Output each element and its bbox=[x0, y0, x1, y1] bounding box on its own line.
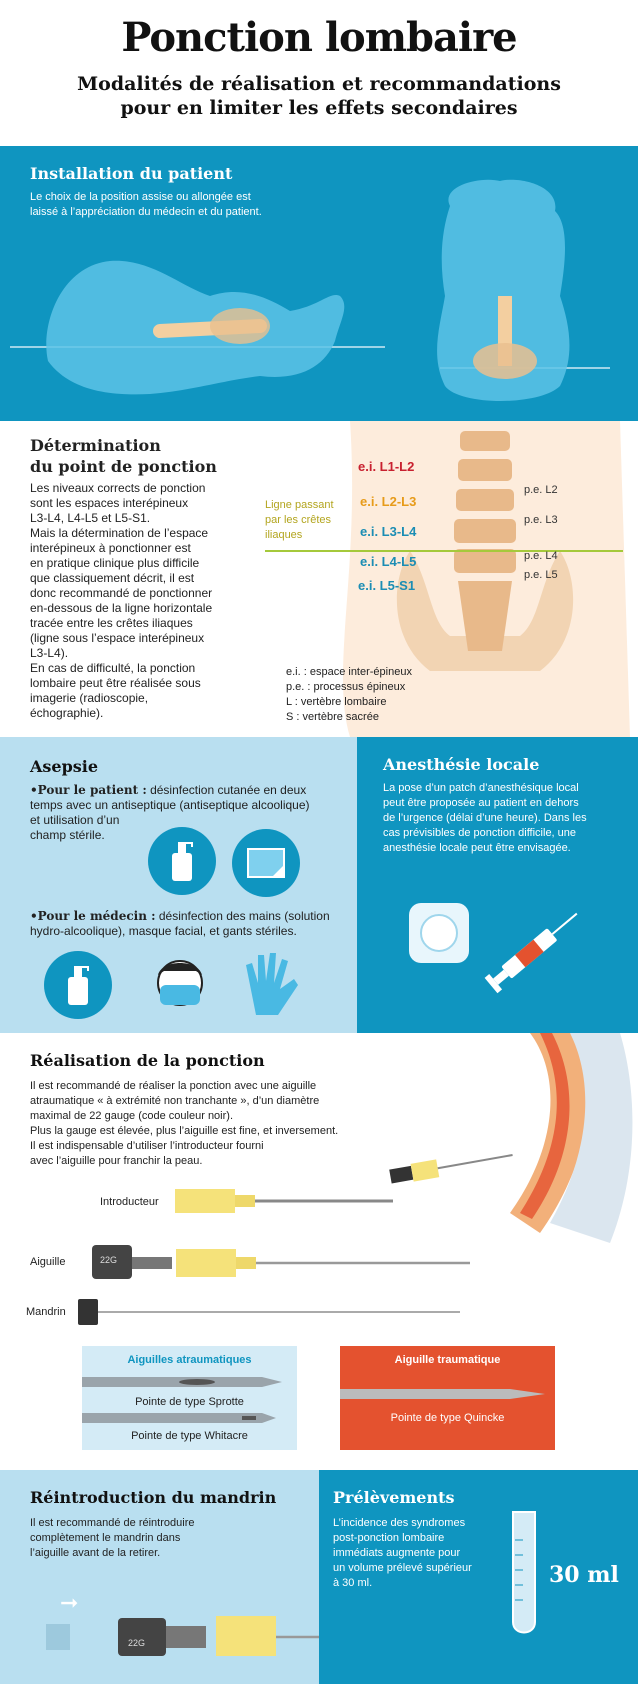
syringe-icon bbox=[477, 887, 597, 1007]
iliac-line-label: Ligne passant par les crêtes iliaques bbox=[265, 499, 334, 541]
prelevements-text: L’incidence des syndromes post-ponction lombaire immédiats augmente pour un volume prélevé supérieur à 30 ml. bbox=[333, 1517, 472, 1589]
anesthetic-patch-icon bbox=[407, 901, 471, 965]
reintroduction-title: Réintroduction du mandrin bbox=[30, 1488, 277, 1507]
whitacre-tip bbox=[82, 1410, 297, 1426]
face-mask-icon bbox=[148, 953, 212, 1017]
determination-text-line: tracée entre les crêtes iliaques bbox=[30, 616, 193, 630]
introducteur-needle bbox=[175, 1181, 395, 1221]
quincke-tip bbox=[340, 1384, 555, 1404]
determination-text-line: en pratique clinique plus difficile bbox=[30, 556, 200, 570]
quincke-label: Pointe de type Quincke bbox=[390, 1412, 505, 1424]
determination-text-line: L3-L4). bbox=[30, 646, 69, 660]
introducteur-label: Introducteur bbox=[100, 1196, 159, 1208]
atraumatic-needles-panel bbox=[82, 1346, 297, 1450]
asepsie-section bbox=[0, 737, 638, 1033]
asepsie-patient-text: •Pour le patient : désinfection cutanée en deux temps avec un antiseptique (antiseptique alcoolique) et utilisation d’un champ stérile. bbox=[30, 783, 310, 842]
determination-text-line: Mais la détermination de l’espace bbox=[30, 526, 209, 540]
pe-l3: p.e. L3 bbox=[524, 514, 558, 526]
determination-text-line: échographie). bbox=[30, 706, 104, 720]
iliac-crest-line bbox=[265, 550, 623, 552]
aiguille-label: Aiguille bbox=[30, 1256, 66, 1268]
prelevements-panel bbox=[319, 1470, 638, 1684]
patient-positions-illustration bbox=[0, 146, 638, 421]
mandrin-label: Mandrin bbox=[26, 1306, 66, 1318]
reintroduction-section bbox=[0, 1470, 638, 1684]
atraumatic-title: Aiguilles atraumatiques bbox=[127, 1354, 252, 1366]
sprotte-label: Pointe de type Sprotte bbox=[135, 1396, 244, 1408]
anesthesie-panel bbox=[357, 737, 638, 1033]
asepsie-medecin-text: •Pour le médecin : désinfection des mains (solution hydro-alcoolique), masque facial, et gants stériles. bbox=[30, 909, 330, 938]
anesthesie-text: La pose d’un patch d’anesthésique local peut être proposée au patient en dehors de l’urgence (délai d’une heure). Dans les cas prévisibles de ponction difficile, une anesthésie locale peut être envisagée. bbox=[383, 782, 587, 854]
antiseptic-bottle-icon bbox=[148, 827, 216, 895]
realisation-title: Réalisation de la ponction bbox=[30, 1051, 265, 1070]
installation-section bbox=[0, 146, 638, 421]
determination-title: Détermination du point de ponction bbox=[30, 436, 217, 476]
whitacre-label: Pointe de type Whitacre bbox=[131, 1430, 248, 1442]
determination-text-line: que classiquement décrit, il est bbox=[30, 571, 195, 585]
reinsertion-gauge: 22G bbox=[128, 1638, 146, 1648]
determination-text-line: donc recommandé de ponctionner bbox=[30, 586, 213, 600]
arrow-right-icon: ➞ bbox=[60, 1590, 79, 1615]
determination-text-line: L3-L4, L4-L5 et L5-S1. bbox=[30, 511, 151, 525]
determination-section bbox=[0, 421, 638, 737]
installation-title: Installation du patient bbox=[30, 164, 233, 183]
mandrin-stylet bbox=[78, 1297, 463, 1327]
traumatic-title: Aiguille traumatique bbox=[394, 1354, 501, 1366]
determination-text-line: Les niveaux corrects de ponction bbox=[30, 481, 206, 495]
volume-label: 30 ml bbox=[549, 1562, 619, 1588]
installation-text: Le choix de la position assise ou allongée est laissé à l’appréciation du médecin et du patient. bbox=[30, 191, 262, 218]
anesthesie-title: Anesthésie locale bbox=[383, 755, 540, 774]
ei-l4-l5: e.i. L4-L5 bbox=[360, 554, 417, 569]
page-title: Ponction lombaire bbox=[121, 14, 517, 61]
reintroduction-text: Il est recommandé de réintroduire complètement le mandrin dans l’aiguille avant de la retirer. bbox=[30, 1517, 195, 1559]
determination-text-line: sont les espaces interépineux bbox=[30, 496, 189, 510]
determination-text bbox=[30, 481, 250, 721]
ei-l2-l3: e.i. L2-L3 bbox=[360, 494, 417, 509]
sprotte-tip bbox=[82, 1372, 297, 1392]
asepsie-title: Asepsie bbox=[30, 757, 99, 776]
reinsertion-illustration bbox=[40, 1610, 320, 1670]
inserted-needle-illustration bbox=[385, 1133, 515, 1193]
determination-text-line: lombaire peut être réalisée sous bbox=[30, 676, 201, 690]
aiguille-needle bbox=[132, 1243, 472, 1283]
pe-l4: p.e. L4 bbox=[524, 550, 558, 562]
traumatic-needle-panel bbox=[340, 1346, 555, 1450]
needle-hub: 22G bbox=[92, 1245, 132, 1279]
test-tube-icon bbox=[509, 1510, 539, 1640]
hand-sanitizer-icon bbox=[44, 951, 112, 1019]
determination-text-line: en-dessous de la ligne horizontale bbox=[30, 601, 213, 615]
determination-text-line: En cas de difficulté, la ponction bbox=[30, 661, 196, 675]
ei-l1-l2: e.i. L1-L2 bbox=[358, 459, 415, 474]
realisation-section bbox=[0, 1033, 638, 1470]
prelevements-title: Prélèvements bbox=[333, 1488, 455, 1507]
sterile-glove-icon bbox=[236, 945, 306, 1025]
pe-l2: p.e. L2 bbox=[524, 484, 558, 496]
determination-text-line: interépineux à ponctionner est bbox=[30, 541, 191, 555]
realisation-text: Il est recommandé de réaliser la ponction avec une aiguille atraumatique « à extrémité non tranchante », d’un diamètre maximal de 22 gauge (code couleur noir). Plus la gauge est élevée, plus l’aiguille est fine, et inversement. Il est indispensable d’utiliser l’introducteur fourni avec l’aiguille pour franchir la peau. bbox=[30, 1080, 339, 1167]
determination-text-line: imagerie (radioscopie, bbox=[30, 691, 149, 705]
pe-l5: p.e. L5 bbox=[524, 569, 558, 581]
ei-l3-l4: e.i. L3-L4 bbox=[360, 524, 417, 539]
page-subtitle: Modalités de réalisation et recommandations pour en limiter les effets secondaires bbox=[77, 73, 561, 119]
abbreviation-legend: e.i. : espace inter-épineux p.e. : processus épineux L : vertèbre lombaire S : vertèbre sacrée bbox=[286, 666, 412, 723]
determination-text-line: (ligne sous l’espace interépineux bbox=[30, 631, 205, 645]
sterile-drape-icon bbox=[232, 829, 300, 897]
ei-l5-s1: e.i. L5-S1 bbox=[358, 578, 416, 593]
